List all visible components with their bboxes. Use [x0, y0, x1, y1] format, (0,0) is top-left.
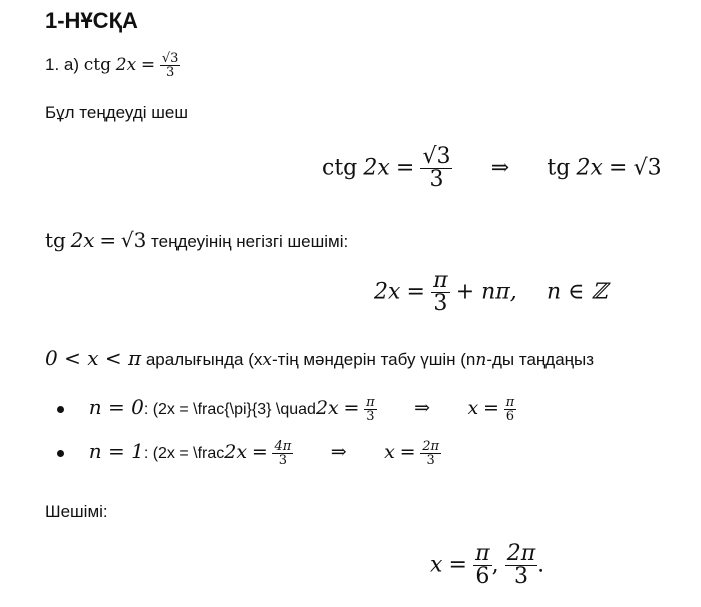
bullet-result-num: 2π — [422, 439, 440, 455]
bullet-fraction-num: π — [366, 395, 375, 411]
bullet-lhs: 2x — [224, 441, 248, 463]
answer-fraction-1 — [473, 543, 491, 588]
bullet-case: n = 0 — [88, 395, 144, 419]
list-item: n = 1: (2x = \frac2x = $\frac{4\pi}{3}$ ⇒ x = $\frac{2\pi}{3}$ — [57, 439, 441, 467]
problem-fraction-den: 3 — [166, 65, 175, 80]
interval-line — [45, 346, 594, 370]
problem-statement: 1. а) ctg 2x = $\frac{√3}{3}$ — [45, 51, 179, 80]
problem-func: ctg — [83, 54, 112, 75]
eq2-fraction-num: π — [433, 268, 448, 293]
eq2-fraction — [431, 270, 449, 315]
interval-math-n: n — [475, 350, 487, 370]
problem-label: 1. а) — [45, 54, 80, 74]
answer-label: Шешімі: — [45, 502, 108, 521]
bullet-case: n = 1 — [88, 439, 144, 463]
eq2-tail: + nπ, — [455, 279, 517, 305]
bullet-raw: : (2x = \frac{\pi}{3} \quad — [143, 401, 316, 418]
eq1-func2: tg — [547, 155, 571, 181]
eq1-arrow: ⇒ — [490, 155, 510, 181]
bullet-dot — [57, 406, 64, 413]
equation-ctg-to-tg: ctg 2x = $\frac{√3}{3}$ ⇒ tg 2x = √3 — [322, 144, 662, 192]
eq2-condition: n ∈ ℤ — [547, 279, 608, 305]
solve-instruction: Бұл теңдеуді шеш — [45, 103, 189, 122]
list-item: n = 0: (2x = \frac{\pi}{3} \quad2x = $\frac{\pi}{3}$ ⇒ x = $\frac{\pi}{6}$ — [57, 395, 516, 423]
bullet-result-num: π — [505, 395, 515, 411]
bullet-fraction-num: 4π — [274, 439, 292, 455]
eq1-rhs: √3 — [633, 155, 662, 181]
eq1-func1: ctg — [322, 155, 358, 181]
base-arg: 2x — [70, 228, 95, 252]
problem-fraction-num: √3 — [161, 51, 179, 66]
problem-lhs: 2x — [115, 54, 137, 75]
page-title: 1-НҰСҚА — [45, 8, 138, 33]
answer-fraction-2 — [505, 543, 537, 588]
eq1-fraction — [420, 146, 452, 191]
bullet-result-den: 3 — [426, 453, 435, 469]
interval-text-c: -ды таңдаңыз — [486, 350, 595, 369]
eq1-arg2: 2x — [576, 155, 603, 181]
bullet-result-fraction — [420, 440, 441, 467]
eq2-fraction-den: 3 — [433, 291, 448, 316]
bullet-dot — [57, 450, 64, 457]
bullet-arrow: ⇒ — [414, 397, 431, 419]
bullet-result-fraction — [504, 396, 517, 423]
bullet-result-var: x — [384, 441, 395, 463]
base-solution-line: tg 2x = √3 теңдеуінің негізгі шешімі: — [45, 228, 349, 252]
answer-fraction-1-den: 6 — [475, 564, 490, 589]
interval-math-x: x — [262, 350, 272, 370]
answer-fraction-2-num: 2π — [506, 541, 536, 566]
interval-text-a: аралығында (x — [145, 350, 263, 369]
bullet-result-var: x — [467, 397, 479, 419]
answer-var: x — [430, 552, 443, 578]
base-rhs: √3 — [120, 228, 147, 252]
bullet-fraction-den: 3 — [366, 409, 375, 425]
bullet-fraction-den: 3 — [278, 453, 288, 469]
bullet-fraction — [364, 396, 377, 423]
answer-equation: x = $\frac{\pi}{6}$ , $\frac{2\pi}{3}$ . — [430, 541, 545, 589]
answer-fraction-1-num: π — [475, 541, 490, 566]
eq1-arg1: 2x — [363, 155, 390, 181]
bullet-result-den: 6 — [505, 409, 515, 425]
bullet-fraction — [272, 440, 293, 467]
problem-fraction — [160, 52, 181, 79]
bullet-lhs: 2x — [315, 397, 339, 419]
equation-general-solution: 2x = $\frac{\pi}{3}$ + nπ, n ∈ ℤ — [374, 268, 608, 316]
eq2-lhs: 2x — [374, 279, 401, 305]
bullet-arrow: ⇒ — [330, 441, 347, 463]
base-func: tg — [45, 228, 66, 252]
interval-math: 0 < x < π — [45, 346, 142, 370]
eq1-fraction-den: 3 — [429, 167, 444, 192]
bullet-raw: : (2x = \frac — [143, 445, 225, 462]
eq1-fraction-num: √3 — [422, 144, 451, 169]
interval-text-b: -тің мәндерін табу үшін (n — [272, 350, 476, 369]
base-text: теңдеуінің негізгі шешімі: — [151, 232, 349, 251]
answer-fraction-2-den: 3 — [513, 564, 528, 589]
